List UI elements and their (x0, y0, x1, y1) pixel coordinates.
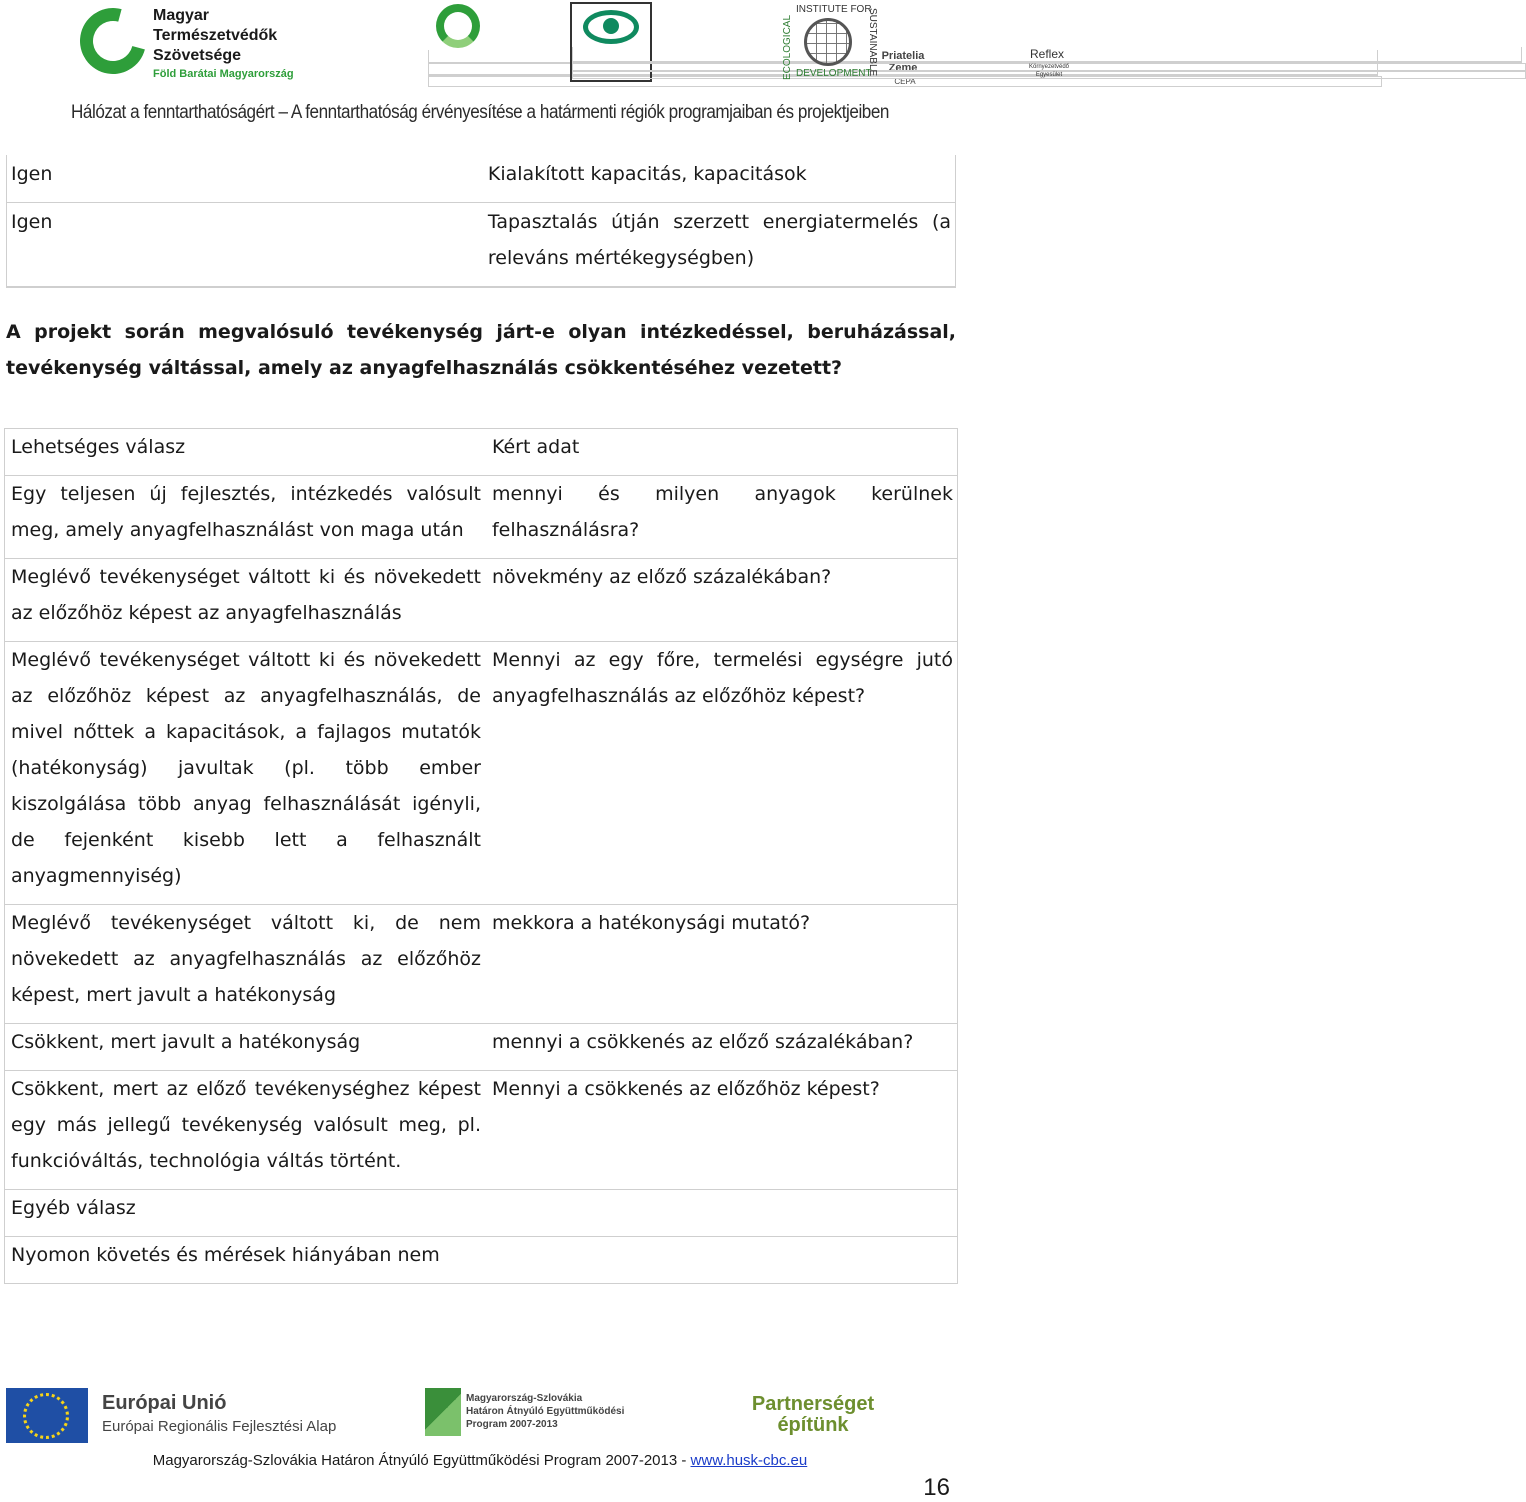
partner-line1: Partnerséget (751, 1393, 875, 1415)
eu-name: Európai Unió (102, 1392, 227, 1414)
answer-cell: Egyéb válasz (5, 1190, 485, 1237)
answer-cell: Csökkent, mert az előző tevékenységhez képest egy más jellegű tevékenység valósult meg, pl. funkcióváltás, technológia váltás történt. (5, 1071, 485, 1190)
top-table-cell: Igen (7, 155, 484, 203)
eu-flag-icon (6, 1388, 88, 1443)
partnership-logo (748, 1394, 878, 1436)
table-row (5, 1190, 958, 1237)
ieed-right-text: SUSTAINABLE (867, 8, 878, 77)
table-header-row (5, 429, 958, 476)
pz-line1: Priatelia (428, 50, 1378, 64)
answer-cell: Egy teljesen új fejlesztés, intézkedés valósult meg, amely anyagfelhasználást von maga után (5, 476, 485, 559)
answer-cell: Nyomon követés és mérések hiányában nem (5, 1237, 485, 1284)
husk-logo-text (466, 1392, 624, 1431)
priatelia-zeme-ring-icon (436, 4, 480, 48)
reflex-sub1: Környezetvédő (572, 63, 1526, 71)
ieed-bottom-text: DEVELOPMENT (796, 68, 872, 79)
top-table-cell: Kialakított kapacitás, kapacitások (484, 155, 956, 203)
ieed-top-text: INSTITUTE FOR (796, 4, 872, 15)
answer-cell: Meglévő tevékenységet váltott ki és növekedett az előzőhöz képest az anyagfelhasználás (5, 559, 485, 642)
reflex-name: Reflex (572, 47, 1522, 63)
eye-icon (583, 10, 639, 44)
requested-data-cell: növekmény az előző százalékában? (485, 559, 958, 642)
table-row (5, 476, 958, 559)
eu-stars-icon (23, 1393, 69, 1439)
mtvsz-sub: Föld Barátai Magyarország (153, 68, 294, 80)
header-logo-bar (0, 0, 1070, 95)
table-row (5, 1024, 958, 1071)
question-heading: A projekt során megvalósuló tevékenység járt-e olyan intézkedéssel, beruházással, tevékenység váltással, amely az anyagfelhasználás csökkentéséhez vezetett? (6, 321, 956, 379)
answer-cell: Meglévő tevékenységet váltott ki, de nem növekedett az anyagfelhasználás az előzőhöz képest, mert javult a hatékonyság (5, 905, 485, 1024)
answer-cell: Meglévő tevékenységet váltott ki és növekedett az előzőhöz képest az anyagfelhasználás, de mivel nőttek a kapacitások, a fajlagos mutatók (hatékonyság) javultak (pl. több ember kiszolgálása több anyag felhasználását igényli, de fejenként kisebb lett a felhasznált anyagmennyiség) (5, 642, 485, 905)
mtvsz-line1: Magyar (153, 7, 210, 24)
column-header: Kért adat (491, 436, 580, 458)
requested-data-cell: Mennyi a csökkenés az előzőhöz képest? (485, 1071, 958, 1190)
requested-data-cell: Mennyi az egy főre, termelési egységre jutó anyagfelhasználás az előzőhöz képest? (485, 642, 958, 905)
top-table (6, 155, 956, 288)
table-row (5, 1071, 958, 1190)
mtvsz-ring-icon (68, 0, 158, 86)
answer-table (4, 428, 958, 1284)
globe-icon (804, 18, 852, 66)
reflex-sub2: Egyesület (572, 71, 1526, 79)
husk-line2: Határon Átnyúló Együttműködési (466, 1406, 625, 1417)
husk-logo-icon (425, 1388, 461, 1436)
program-text: Magyarország-Szlovákia Határon Átnyúló Együttműködési Program 2007-2013 - (152, 1452, 691, 1469)
table-row (5, 1237, 958, 1284)
mtvsz-line2: Természetvédők (153, 27, 278, 44)
answer-cell: Csökkent, mert javult a hatékonyság (5, 1024, 485, 1071)
page-number: 16 (923, 1474, 950, 1501)
ieed-left-text: ECOLOGICAL (782, 14, 793, 80)
pz-line2: Zeme (428, 62, 1378, 76)
husk-line1: Magyarország-Szlovákia (466, 1393, 583, 1404)
mtvsz-logo (80, 6, 330, 84)
top-table-cell: Tapasztalás útján szerzett energiatermelés (a releváns mértékegységben) (487, 211, 951, 269)
requested-data-cell: mennyi és milyen anyagok kerülnek felhasználásra? (485, 476, 958, 559)
requested-data-cell (485, 1237, 958, 1284)
column-header: Lehetséges válasz (11, 436, 186, 458)
table-row (5, 905, 958, 1024)
requested-data-cell (485, 1190, 958, 1237)
husk-website-link[interactable]: www.husk-cbc.eu (690, 1452, 808, 1469)
table-row (5, 559, 958, 642)
header-title: Hálózat a fenntarthatóságért – A fenntarthatóság érvényesítése a határmenti régiók programjaiban és projektjeiben (71, 102, 889, 123)
page-footer (0, 1380, 960, 1501)
husk-line3: Program 2007-2013 (466, 1419, 558, 1430)
mtvsz-line3: Szövetsége (153, 47, 242, 64)
requested-data-cell: mennyi a csökkenés az előző százalékában? (485, 1024, 958, 1071)
table-row (5, 642, 958, 905)
top-table-cell: Igen (11, 211, 53, 233)
eu-fund: Európai Regionális Fejlesztési Alap (102, 1418, 337, 1435)
program-footer-line (0, 1452, 960, 1469)
requested-data-cell: mekkora a hatékonysági mutató? (485, 905, 958, 1024)
table-row (7, 203, 956, 288)
partner-line2: építünk (777, 1414, 849, 1436)
ieed-logo (782, 4, 882, 82)
table-row (7, 155, 956, 203)
pz-line3: CEPA (428, 76, 1382, 87)
